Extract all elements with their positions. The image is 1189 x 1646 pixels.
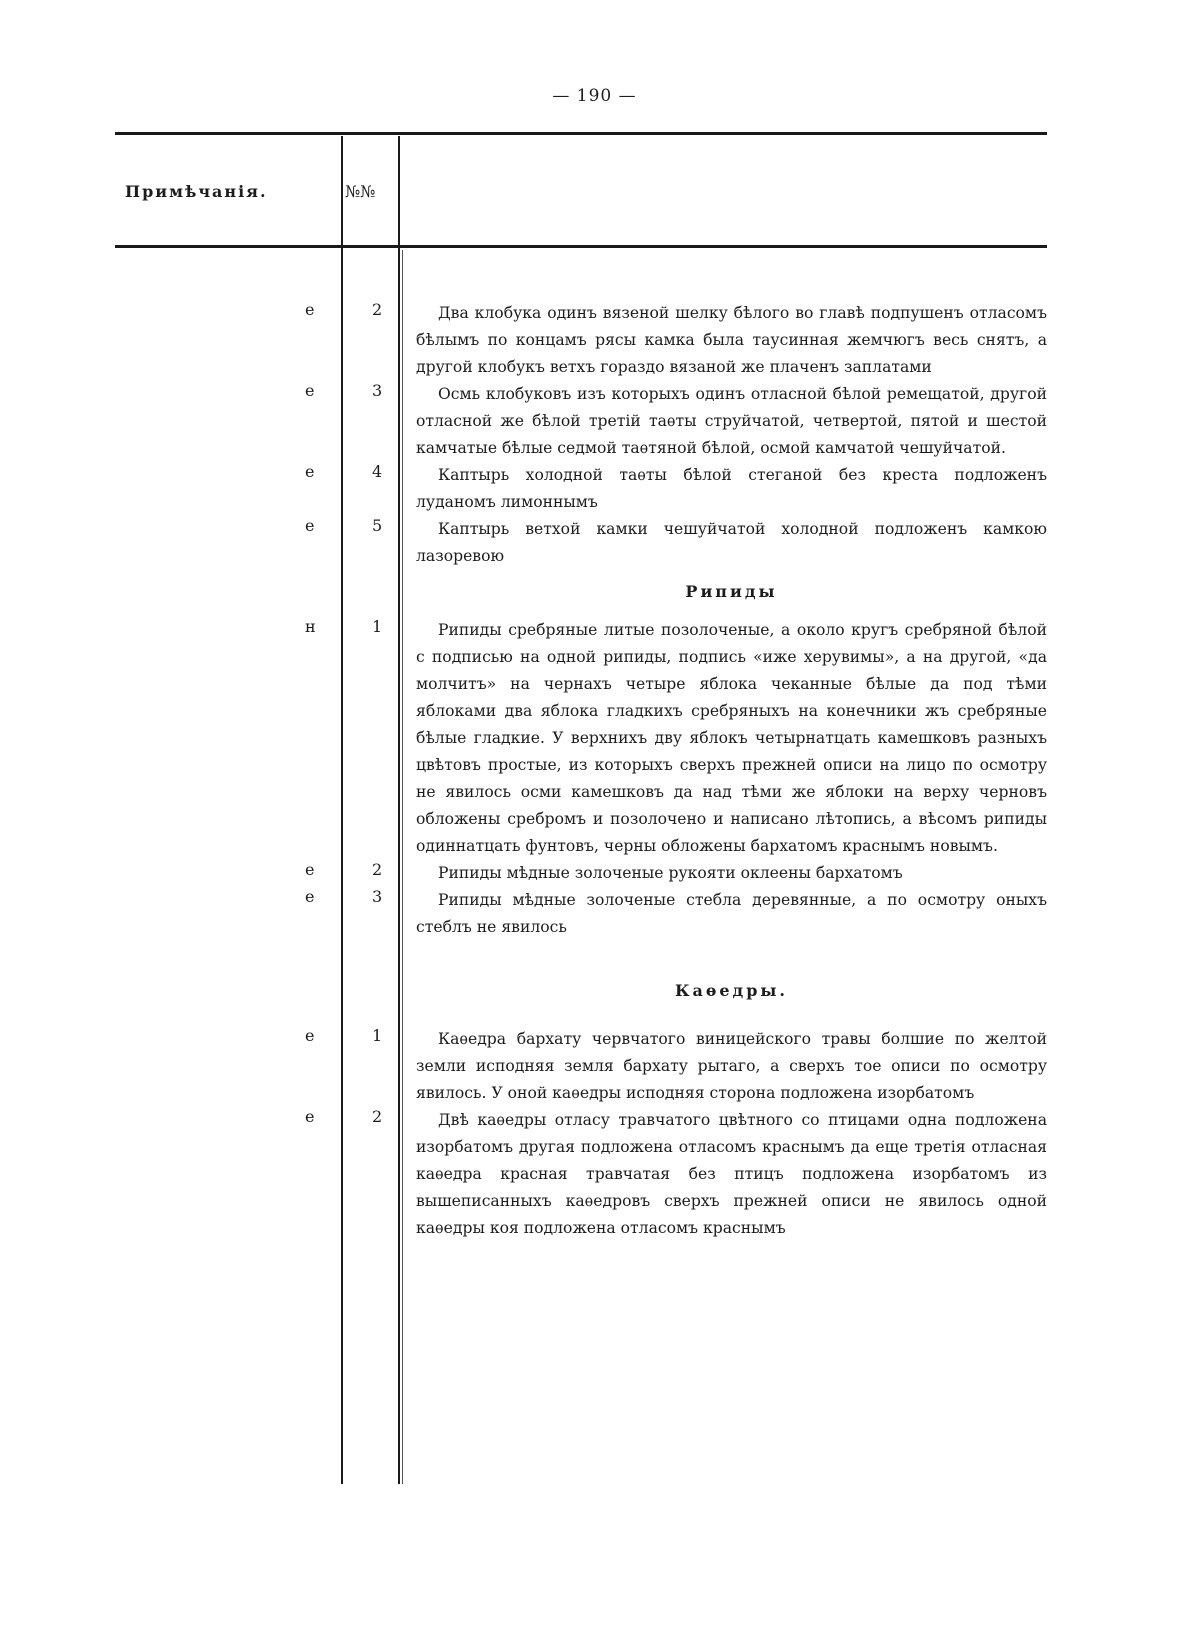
entry-number: 2 (372, 860, 383, 879)
entry-text: Два клобука одинъ вязеной шелку бѣлого во главѣ подпушенъ отласомъ бѣлымъ по концамъ рясы камка была таусинная жемчюгъ весь снятъ, а другой клобукъ ветхъ гораздо вязаной же плаченъ заплатами (416, 304, 1047, 376)
entry-note: е (305, 1026, 315, 1045)
entry-note: н (305, 617, 316, 636)
document-body (0, 300, 1189, 1242)
section-heading-kafedry: Каѳедры. (675, 981, 788, 1000)
entry-text: Каптырь холодной таѳты бѣлой стеганой без креста подложенъ луданомъ лимоннымъ (416, 466, 1047, 511)
entry-number: 3 (372, 381, 383, 400)
entry-number: 2 (372, 300, 383, 319)
section-heading-ripidy: Рипиды (685, 582, 778, 601)
section-ripidy (0, 617, 1189, 941)
top-rule (115, 132, 1047, 135)
entry-text: Каптырь ветхой камки чешуйчатой холодной подложенъ камкою лазоревою (416, 520, 1047, 565)
header-rule (115, 245, 1047, 248)
section-kafedry (0, 1026, 1189, 1242)
entry-number: 5 (372, 516, 383, 535)
entry-note: е (305, 887, 315, 906)
header-notes: Примѣчанія. (125, 182, 268, 201)
entry-number: 4 (372, 462, 383, 481)
entry (0, 860, 1189, 887)
entry-note: е (305, 462, 315, 481)
entry-note: е (305, 860, 315, 879)
entry-number: 3 (372, 887, 383, 906)
entry-number: 1 (372, 617, 383, 636)
entry-text: Рипиды мѣдные золоченые рукояти оклеены бархатомъ (438, 864, 903, 882)
entry (0, 462, 1189, 516)
entry (0, 1026, 1189, 1107)
entry-number: 2 (372, 1107, 383, 1126)
entry-text: Каѳедра бархату червчатого виницейского травы болшие по желтой земли исподняя земля бархату рытаго, а сверхъ тое описи по осмотру явилось. У оной каѳедры исподняя сторона подложена изорбатомъ (416, 1030, 1047, 1102)
entry (0, 516, 1189, 570)
entry (0, 1107, 1189, 1242)
entry-note: е (305, 1107, 315, 1126)
page-number: — 190 — (552, 86, 637, 106)
entry (0, 381, 1189, 462)
entry (0, 887, 1189, 941)
entry-note: е (305, 381, 315, 400)
entry-text: Двѣ каѳедры отласу травчатого цвѣтного со птицами одна подложена изорбатомъ другая подложена отласомъ краснымъ да еще третія отласная каѳедра красная травчатая без птицъ подложена изорбатомъ из вышеписанныхъ каѳедровъ сверхъ прежней описи не явилось одной каѳедры коя подложена отласомъ краснымъ (416, 1111, 1047, 1237)
entry (0, 617, 1189, 860)
header-numbers: №№ (345, 182, 376, 201)
entry-text: Осмь клобуковъ изъ которыхъ одинъ отласной бѣлой ремещатой, другой отласной же бѣлой третій таѳты струйчатой, четвертой, пятой и шестой камчатые бѣлые седмой таѳтяной бѣлой, осмой камчатой чешуйчатой. (416, 385, 1047, 457)
entry-number: 1 (372, 1026, 383, 1045)
entry-note: е (305, 516, 315, 535)
entry-text: Рипиды мѣдные золоченые стебла деревянные, а по осмотру оныхъ стеблъ не явилось (416, 891, 1047, 936)
entry-note: е (305, 300, 315, 319)
section-klobuki (0, 300, 1189, 570)
entry-text: Рипиды сребряные литые позолоченые, а около кругъ сребряной бѣлой с подписью на одной рипиды, подпись «иже херувимы», а на другой, «да молчитъ» на чернахъ четыре яблока чеканные бѣлые да под тѣми яблоками два яблока гладкихъ сребряныхъ на конечники жъ сребряные бѣлые гладкие. У верхнихъ дву яблокъ четырнатцать камешковъ разныхъ цвѣтовъ простые, из которыхъ сверхъ прежней описи на лицо по осмотру не явилось осми камешковъ да над тѣми же яблоки на верху черновъ обложены сребромъ и позолочено и написано лѣтопись, а вѣсомъ рипиды одиннатцать фунтовъ, черны обложены бархатомъ краснымъ новымъ. (416, 621, 1047, 855)
entry (0, 300, 1189, 381)
